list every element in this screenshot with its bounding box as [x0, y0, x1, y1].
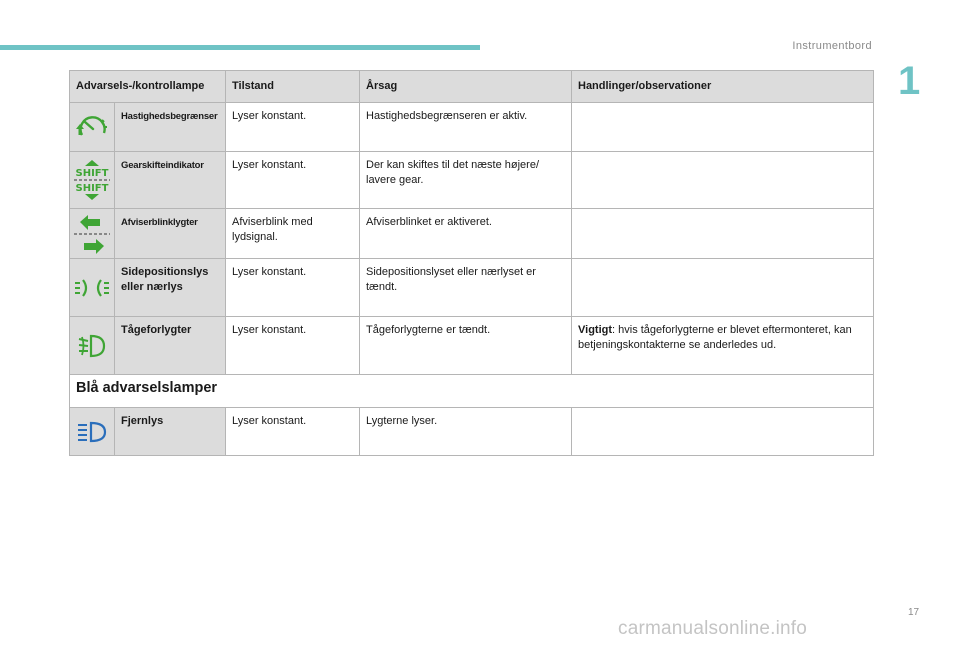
table-row [70, 103, 874, 152]
lamp-name: Hastighedsbegrænser [115, 103, 226, 152]
lamp-action [572, 152, 874, 209]
direction-indicator-icon [72, 213, 112, 255]
lamp-state: Lyser konstant. [226, 152, 360, 209]
warning-lamps-table [69, 70, 874, 456]
watermark: carmanualsonline.info [618, 618, 808, 639]
speed-limiter-icon [74, 113, 110, 141]
table-row [70, 152, 874, 209]
lamp-name: Afviserblinklygter [115, 209, 226, 259]
sidelights-icon [73, 276, 111, 300]
lamp-state: Lyser konstant. [226, 317, 360, 375]
column-header-cause: Årsag [360, 71, 572, 103]
lamp-action [572, 209, 874, 259]
chapter-number: 1 [898, 59, 921, 103]
gear-shift-indicator-icon [72, 158, 112, 202]
table-row [70, 259, 874, 317]
table-row [70, 209, 874, 259]
lamp-state: Afviserblink med lydsignal. [226, 209, 360, 259]
important-label: Vigtigt [578, 324, 613, 336]
lamp-name: Tågeforlygter [115, 317, 226, 375]
lamp-name: Gearskifteindikator [115, 152, 226, 209]
table-row [70, 317, 874, 375]
lamp-cause: Lygterne lyser. [360, 408, 572, 456]
icon-cell [70, 317, 115, 375]
subheading-cell [70, 375, 874, 408]
main-beam-icon [75, 420, 109, 444]
lamp-cause: Sidepositionslyset eller nærlyset er tændt. [360, 259, 572, 317]
lamp-action [572, 259, 874, 317]
table-row [70, 408, 874, 456]
fog-lamp-icon [76, 333, 108, 359]
lamp-name: Sidepositionslys eller nærlys [115, 259, 226, 317]
icon-cell [70, 103, 115, 152]
column-header-state: Tilstand [226, 71, 360, 103]
lamp-state: Lyser konstant. [226, 408, 360, 456]
lamp-cause: Tågeforlygterne er tændt. [360, 317, 572, 375]
shift-text-upper: SHIFT [75, 168, 109, 179]
subheading-row [70, 375, 874, 408]
icon-cell [70, 209, 115, 259]
lamp-state: Lyser konstant. [226, 103, 360, 152]
lamp-cause: Hastighedsbegrænseren er aktiv. [360, 103, 572, 152]
lamp-state: Lyser konstant. [226, 259, 360, 317]
icon-cell [70, 259, 115, 317]
header-accent-bar [0, 45, 480, 50]
important-text: : hvis tågeforlygterne er blevet eftermonteret, kan betjeningskontakterne se anderledes ud. [578, 324, 852, 351]
lamp-cause: Afviserblinket er aktiveret. [360, 209, 572, 259]
shift-text-lower: SHIFT [75, 183, 109, 194]
column-header-actions: Handlinger/observationer [572, 71, 874, 103]
icon-cell [70, 408, 115, 456]
page-number: 17 [908, 607, 920, 618]
lamp-action [572, 103, 874, 152]
lamp-name: Fjernlys [115, 408, 226, 456]
section-title: Instrumentbord [792, 40, 872, 52]
lamp-action [572, 408, 874, 456]
lamp-cause: Der kan skiftes til det næste højere/ lavere gear. [360, 152, 572, 209]
column-header-lamp: Advarsels-/kontrollampe [70, 71, 226, 103]
subheading-blue-lamps: Blå advarselslamper [76, 380, 218, 396]
icon-cell [70, 152, 115, 209]
table-header-row [70, 71, 874, 103]
lamp-action [572, 317, 874, 375]
